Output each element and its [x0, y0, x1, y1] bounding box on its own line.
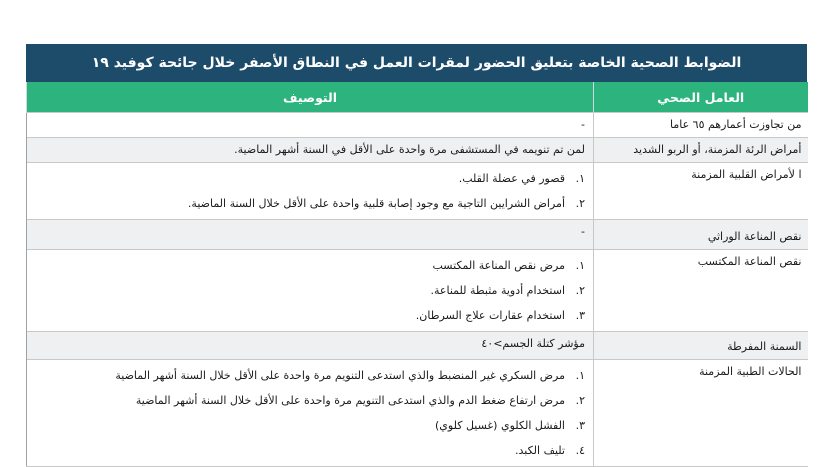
health-criteria-table — [26, 82, 808, 467]
row-description-list — [27, 163, 594, 220]
list-item — [35, 303, 585, 328]
row-factor: السمنة المفرطة — [594, 332, 808, 360]
table-row — [27, 113, 808, 138]
header-description: التوصيف — [27, 82, 594, 113]
table-row — [27, 163, 808, 220]
list-text: مرض السكري غير المنضبط والذي استدعى التنويم مرة واحدة على الأقل خلال السنة أشهر الماضية — [115, 369, 565, 382]
list-number: ٢. — [575, 197, 585, 210]
list-number: ١. — [575, 369, 585, 382]
row-factor: من تجاوزت أعمارهم ٦٥ عاما — [594, 113, 808, 138]
row-description: - — [27, 113, 594, 138]
numbered-list — [35, 253, 585, 328]
list-item — [35, 166, 585, 191]
row-description: مؤشر كتلة الجسم>٤٠ — [27, 332, 594, 360]
header-factor: العامل الصحي — [594, 82, 808, 113]
list-number: ٢. — [575, 394, 585, 407]
row-description-list — [27, 360, 594, 467]
list-item — [35, 363, 585, 388]
list-text: استخدام عقارات علاج السرطان. — [415, 309, 565, 322]
list-text: أمراض الشرايين التاجية مع وجود إصابة قلبية واحدة على الأقل خلال السنة الماضية. — [187, 197, 565, 210]
table-row — [27, 332, 808, 360]
table-row — [27, 250, 808, 332]
list-text: تليف الكبد. — [515, 444, 565, 457]
list-text: مرض ارتفاع ضغط الدم والذي استدعى التنويم مرة واحدة على الأقل خلال السنة أشهر الماضية — [135, 394, 565, 407]
list-number: ٤. — [575, 444, 585, 457]
list-item — [35, 253, 585, 278]
row-description: - — [27, 220, 594, 250]
list-item — [35, 438, 585, 463]
list-text: قصور في عضلة القلب. — [458, 172, 565, 185]
list-number: ٢. — [575, 284, 585, 297]
list-text: مرض نقص المناعة المكتسب — [432, 259, 565, 272]
list-number: ١. — [575, 172, 585, 185]
list-number: ١. — [575, 259, 585, 272]
table-header-row — [27, 82, 808, 113]
list-item — [35, 413, 585, 438]
table-row — [27, 220, 808, 250]
list-item — [35, 191, 585, 216]
table-row — [27, 360, 808, 467]
row-factor: نقص المناعة المكتسب — [594, 250, 808, 332]
health-criteria-table-container — [26, 44, 807, 467]
row-factor: الحالات الطبية المزمنة — [594, 360, 808, 467]
row-factor: أمراض الرئة المزمنة، أو الربو الشديد — [594, 138, 808, 163]
row-description: لمن تم تنويمه في المستشفى مرة واحدة على الأقل في السنة أشهر الماضية. — [27, 138, 594, 163]
row-factor: ا لأمراض القلبية المزمنة — [594, 163, 808, 220]
row-factor: نقص المناعة الوراثي — [594, 220, 808, 250]
table-title: الضوابط الصحية الخاصة بتعليق الحضور لمقرات العمل في النطاق الأصفر خلال جائحة كوفيد ١٩ — [26, 44, 807, 82]
list-item — [35, 278, 585, 303]
numbered-list — [35, 363, 585, 463]
list-number: ٣. — [575, 419, 585, 432]
row-description-list — [27, 250, 594, 332]
table-row — [27, 138, 808, 163]
list-text: الفشل الكلوي (غسيل كلوي) — [435, 419, 565, 432]
list-text: استخدام أدوية مثبطة للمناعة. — [430, 284, 565, 297]
list-item — [35, 388, 585, 413]
numbered-list — [35, 166, 585, 216]
list-number: ٣. — [575, 309, 585, 322]
